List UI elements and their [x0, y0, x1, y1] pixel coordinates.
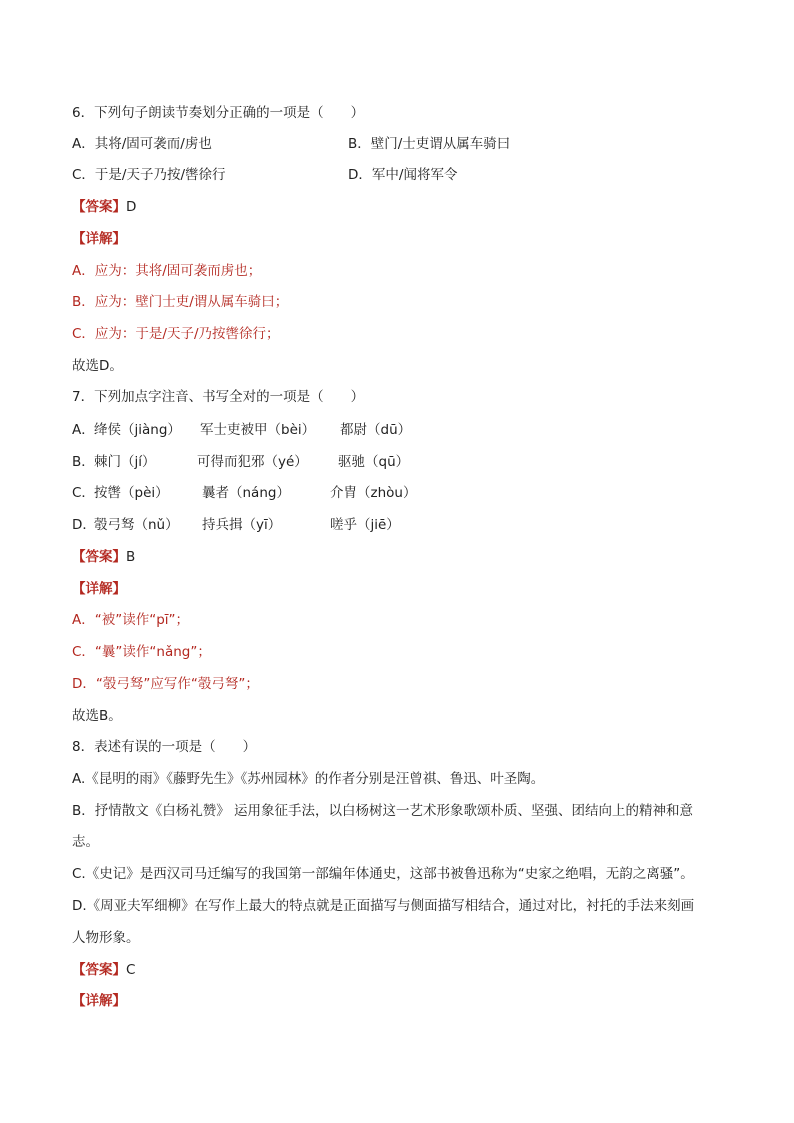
q6-detail-a: A．应为：其将/固可袭而虏也；	[72, 263, 262, 279]
q7-row-a-label: A．	[72, 422, 95, 438]
q8-stem: 8．表述有误的一项是（ ）	[72, 739, 257, 755]
q6-option-a: A．其将/固可袭而/虏也	[72, 136, 212, 152]
q6-option-c: C．于是/天子乃按/辔徐行	[72, 167, 226, 183]
q7-detail-a: A．“被”读作“pī”；	[72, 612, 190, 628]
q7-detail-c: C．“曩”读作“nǎng”；	[72, 644, 211, 660]
q7-row-d-label: D．	[72, 517, 96, 533]
answer-value: C	[126, 962, 136, 978]
q7-row-d-item-3: 嗟乎（jiē）	[330, 517, 400, 533]
q8-option-d: D.《周亚夫军细柳》在写作上最大的特点就是正面描写与侧面描写相结合，通过对比，衬托的手法来刻画	[72, 898, 695, 914]
q8-option-d-cont: 人物形象。	[72, 930, 140, 946]
q7-answer	[72, 547, 135, 567]
q6-option-d: D．军中/闻将军令	[348, 167, 458, 183]
q7-row-c-label: C．	[72, 485, 95, 501]
answer-tag: 【答案】	[72, 549, 126, 565]
q7-row-d-item-1: 彀弓驽（nǔ）	[94, 517, 179, 533]
q7-row-b-item-2: 可得而犯邪（yé）	[197, 454, 308, 470]
q7-row-b-item-3: 驱驰（qū）	[338, 454, 410, 470]
answer-tag: 【答案】	[72, 962, 126, 978]
q6-detail-c: C．应为：于是/天子/乃按辔徐行；	[72, 326, 280, 342]
q6-detail-b: B．应为：壁门士吏/谓从属车骑曰；	[72, 294, 289, 310]
q7-row-c-item-3: 介胄（zhòu）	[330, 485, 417, 501]
q7-row-c-item-2: 曩者（náng）	[202, 485, 290, 501]
q7-row-b-label: B．	[72, 454, 95, 470]
q6-answer	[72, 197, 136, 217]
q7-detail-d: D．“彀弓驽”应写作“彀弓弩”；	[72, 676, 259, 692]
q8-detail-tag: 【详解】	[72, 993, 126, 1009]
q8-option-a: A.《昆明的雨》《藤野先生》《苏州园林》的作者分别是汪曾祺、鲁迅、叶圣陶。	[72, 771, 545, 787]
q6-option-b: B．壁门/士吏谓从属车骑曰	[348, 136, 511, 152]
q7-row-b-item-1: 棘门（jí）	[94, 454, 156, 470]
q6-detail-tag: 【详解】	[72, 231, 126, 247]
q6-conclusion: 故选D。	[72, 358, 123, 374]
q6-stem: 6．下列句子朗读节奏划分正确的一项是（ ）	[72, 105, 365, 121]
answer-value: D	[126, 199, 137, 215]
q8-option-b-cont: 志。	[72, 834, 99, 850]
answer-value: B	[126, 549, 136, 565]
q8-option-b: B．抒情散文《白杨礼赞》 运用象征手法，以白杨树这一艺术形象歌颂朴质、坚强、团结向上的精神和意	[72, 803, 694, 819]
q7-conclusion: 故选B。	[72, 708, 122, 724]
q7-row-a-item-3: 都尉（dū）	[340, 422, 412, 438]
q8-answer	[72, 960, 135, 980]
q7-row-a-item-1: 绛侯（jiàng）	[94, 422, 181, 438]
q7-row-c-item-1: 按辔（pèi）	[94, 485, 169, 501]
q7-stem: 7．下列加点字注音、书写全对的一项是（ ）	[72, 389, 365, 405]
q7-detail-tag: 【详解】	[72, 581, 126, 597]
q8-option-c: C.《史记》是西汉司马迁编写的我国第一部编年体通史，这部书被鲁迅称为“史家之绝唱，无韵之离骚”。	[72, 866, 694, 882]
answer-tag: 【答案】	[72, 199, 126, 215]
q7-row-a-item-2: 军士吏被甲（bèi）	[200, 422, 316, 438]
q7-row-d-item-2: 持兵揖（yī）	[202, 517, 282, 533]
